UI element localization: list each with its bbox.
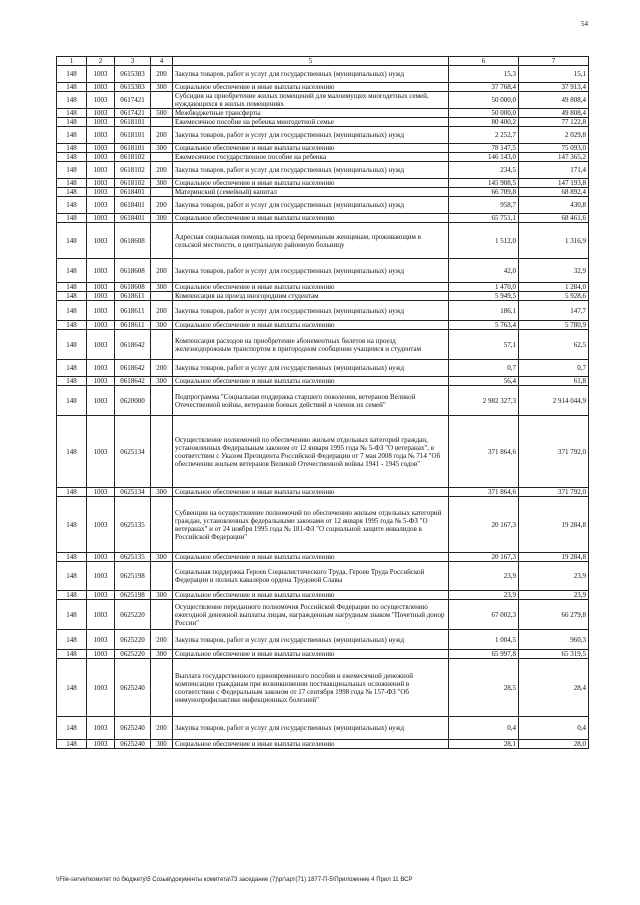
cell-target-article: 0618642 — [115, 330, 151, 360]
table-row — [57, 416, 589, 488]
cell-description: Социальное обеспечение и иные выплаты населению — [173, 83, 449, 92]
cell-target-article: 0618611 — [115, 301, 151, 321]
cell-amount-plan: 5 949,5 — [449, 292, 519, 301]
cell-amount-plan: 371 864,6 — [449, 488, 519, 497]
cell-description: Социальное обеспечение и иные выплаты населению — [173, 553, 449, 562]
table-row — [57, 127, 589, 144]
cell-amount-actual: 960,3 — [519, 630, 589, 650]
cell-target-article: 0625134 — [115, 488, 151, 497]
cell-description: Социальное обеспечение и иные выплаты населению — [173, 214, 449, 223]
cell-target-article: 0618611 — [115, 321, 151, 330]
cell-target-article: 0618642 — [115, 377, 151, 386]
cell-section-code: 1003 — [87, 292, 115, 301]
cell-amount-actual: 23,9 — [519, 562, 589, 591]
cell-expense-type — [151, 330, 173, 360]
cell-target-article: 0618611 — [115, 292, 151, 301]
cell-ministry-code: 148 — [57, 66, 87, 83]
column-header: 1 — [57, 57, 87, 66]
cell-expense-type: 300 — [151, 553, 173, 562]
cell-amount-actual: 5 928,6 — [519, 292, 589, 301]
table-row — [57, 717, 589, 740]
table-row — [57, 144, 589, 153]
cell-section-code: 1003 — [87, 109, 115, 118]
cell-amount-actual: 75 093,0 — [519, 144, 589, 153]
cell-amount-plan: 958,7 — [449, 197, 519, 214]
cell-amount-actual: 32,9 — [519, 259, 589, 283]
cell-section-code: 1003 — [87, 650, 115, 659]
cell-amount-actual: 1 316,9 — [519, 223, 589, 259]
cell-section-code: 1003 — [87, 188, 115, 197]
cell-ministry-code: 148 — [57, 83, 87, 92]
cell-amount-plan: 20 167,3 — [449, 553, 519, 562]
cell-target-article: 0618401 — [115, 188, 151, 197]
cell-target-article: 0618608 — [115, 223, 151, 259]
table-row — [57, 650, 589, 659]
cell-expense-type: 200 — [151, 360, 173, 377]
cell-expense-type: 300 — [151, 214, 173, 223]
cell-amount-plan: 28,1 — [449, 740, 519, 749]
cell-expense-type: 300 — [151, 144, 173, 153]
cell-target-article: 0618102 — [115, 153, 151, 162]
table-row — [57, 118, 589, 127]
cell-amount-actual: 371 792,0 — [519, 488, 589, 497]
cell-section-code: 1003 — [87, 214, 115, 223]
cell-description: Закупка товаров, работ и услуг для государственных (муниципальных) нужд — [173, 162, 449, 179]
table-row — [57, 497, 589, 553]
cell-amount-actual: 2 029,8 — [519, 127, 589, 144]
cell-target-article: 0618101 — [115, 127, 151, 144]
table-row — [57, 292, 589, 301]
cell-ministry-code: 148 — [57, 321, 87, 330]
table-row — [57, 659, 589, 717]
cell-target-article: 0625220 — [115, 600, 151, 630]
cell-amount-plan: 37 768,4 — [449, 83, 519, 92]
cell-ministry-code: 148 — [57, 600, 87, 630]
cell-amount-actual: 0,4 — [519, 717, 589, 740]
cell-target-article: 0625240 — [115, 740, 151, 749]
cell-description: Социальное обеспечение и иные выплаты населению — [173, 144, 449, 153]
cell-expense-type — [151, 92, 173, 109]
cell-ministry-code: 148 — [57, 127, 87, 144]
cell-amount-actual: 37 913,4 — [519, 83, 589, 92]
cell-description: Закупка товаров, работ и услуг для государственных (муниципальных) нужд — [173, 259, 449, 283]
cell-ministry-code: 148 — [57, 630, 87, 650]
cell-expense-type: 200 — [151, 717, 173, 740]
cell-target-article: 0625134 — [115, 416, 151, 488]
cell-description: Социальная поддержка Героев Социалистического Труда, Героев Труда Российской Федерации и полных кавалеров ордена Трудовой Славы — [173, 562, 449, 591]
cell-expense-type — [151, 292, 173, 301]
table-row — [57, 301, 589, 321]
cell-target-article: 0618642 — [115, 360, 151, 377]
cell-ministry-code: 148 — [57, 301, 87, 321]
cell-amount-actual: 61,8 — [519, 377, 589, 386]
cell-amount-actual: 171,4 — [519, 162, 589, 179]
cell-target-article: 0625135 — [115, 553, 151, 562]
cell-target-article: 0617421 — [115, 109, 151, 118]
cell-expense-type — [151, 659, 173, 717]
table-row — [57, 223, 589, 259]
cell-ministry-code: 148 — [57, 153, 87, 162]
cell-amount-plan: 65 751,1 — [449, 214, 519, 223]
table-row — [57, 153, 589, 162]
cell-expense-type — [151, 497, 173, 553]
cell-description: Закупка товаров, работ и услуг для государственных (муниципальных) нужд — [173, 360, 449, 377]
cell-amount-actual: 65 319,5 — [519, 650, 589, 659]
cell-description: Подпрограмма "Социальная поддержка старшего поколения, ветеранов Великой Отечественной войны, ветеранов боевых действий и членов их семей" — [173, 386, 449, 416]
cell-target-article: 0625198 — [115, 562, 151, 591]
cell-section-code: 1003 — [87, 330, 115, 360]
cell-amount-actual: 5 780,9 — [519, 321, 589, 330]
cell-description: Компенсация на проезд иногородним студентам — [173, 292, 449, 301]
table-row — [57, 197, 589, 214]
table-row — [57, 109, 589, 118]
footer-file-path: \\File-server\комитет по бюджету\5 Созыв\документы комитета\73 заседание (7)\рг\арт(71) 1877-П-5\Приложение 4 Прил 11 ВСР — [56, 877, 413, 883]
cell-section-code: 1003 — [87, 360, 115, 377]
cell-description: Закупка товаров, работ и услуг для государственных (муниципальных) нужд — [173, 630, 449, 650]
cell-section-code: 1003 — [87, 92, 115, 109]
cell-section-code: 1003 — [87, 416, 115, 488]
cell-description: Социальное обеспечение и иные выплаты населению — [173, 179, 449, 188]
cell-amount-actual: 68 892,4 — [519, 188, 589, 197]
cell-amount-plan: 5 763,4 — [449, 321, 519, 330]
cell-expense-type: 200 — [151, 66, 173, 83]
cell-expense-type — [151, 153, 173, 162]
cell-ministry-code: 148 — [57, 223, 87, 259]
cell-ministry-code: 148 — [57, 188, 87, 197]
cell-ministry-code: 148 — [57, 386, 87, 416]
cell-amount-actual: 62,5 — [519, 330, 589, 360]
column-header: 4 — [151, 57, 173, 66]
table-row — [57, 591, 589, 600]
table-row — [57, 562, 589, 591]
cell-target-article: 0618401 — [115, 197, 151, 214]
cell-amount-actual: 23,9 — [519, 591, 589, 600]
cell-expense-type: 200 — [151, 630, 173, 650]
cell-section-code: 1003 — [87, 179, 115, 188]
cell-expense-type: 300 — [151, 179, 173, 188]
cell-section-code: 1003 — [87, 488, 115, 497]
cell-ministry-code: 148 — [57, 197, 87, 214]
cell-section-code: 1003 — [87, 223, 115, 259]
cell-amount-plan: 65 997,8 — [449, 650, 519, 659]
cell-amount-plan: 23,9 — [449, 591, 519, 600]
cell-amount-actual: 77 122,8 — [519, 118, 589, 127]
cell-description: Выплата государственного единовременного пособия и ежемесячной денежной компенсации гражданам при возникновении поствакцинальных осложнений в соответствии с Федеральным законом от 17 сентября 1998 года № 157-ФЗ "Об иммунопрофилактике инфекционных болезней" — [173, 659, 449, 717]
cell-ministry-code: 148 — [57, 292, 87, 301]
cell-description: Социальное обеспечение и иные выплаты населению — [173, 321, 449, 330]
cell-section-code: 1003 — [87, 386, 115, 416]
cell-description: Межбюджетные трансферты — [173, 109, 449, 118]
cell-amount-actual: 0,7 — [519, 360, 589, 377]
cell-description: Социальное обеспечение и иные выплаты населению — [173, 740, 449, 749]
cell-expense-type — [151, 416, 173, 488]
cell-expense-type: 200 — [151, 301, 173, 321]
cell-amount-actual: 28,0 — [519, 740, 589, 749]
cell-ministry-code: 148 — [57, 283, 87, 292]
cell-target-article: 0618101 — [115, 144, 151, 153]
cell-amount-plan: 57,1 — [449, 330, 519, 360]
cell-target-article: 0625240 — [115, 659, 151, 717]
cell-amount-actual: 371 792,0 — [519, 416, 589, 488]
table-row — [57, 283, 589, 292]
cell-section-code: 1003 — [87, 321, 115, 330]
cell-expense-type — [151, 118, 173, 127]
cell-amount-actual: 15,1 — [519, 66, 589, 83]
cell-amount-actual: 49 808,4 — [519, 92, 589, 109]
cell-description: Закупка товаров, работ и услуг для государственных (муниципальных) нужд — [173, 301, 449, 321]
cell-section-code: 1003 — [87, 127, 115, 144]
cell-ministry-code: 148 — [57, 360, 87, 377]
cell-section-code: 1003 — [87, 591, 115, 600]
cell-expense-type: 300 — [151, 321, 173, 330]
cell-expense-type — [151, 223, 173, 259]
cell-expense-type: 300 — [151, 591, 173, 600]
cell-description: Социальное обеспечение и иные выплаты населению — [173, 488, 449, 497]
table-row — [57, 330, 589, 360]
cell-amount-actual: 2 914 044,9 — [519, 386, 589, 416]
cell-description: Ежемесячное пособие на ребенка многодетной семье — [173, 118, 449, 127]
cell-amount-plan: 66 709,8 — [449, 188, 519, 197]
cell-section-code: 1003 — [87, 717, 115, 740]
table-row — [57, 83, 589, 92]
cell-target-article: 0625220 — [115, 630, 151, 650]
cell-expense-type: 200 — [151, 127, 173, 144]
cell-amount-plan: 78 147,5 — [449, 144, 519, 153]
cell-description: Закупка товаров, работ и услуг для государственных (муниципальных) нужд — [173, 717, 449, 740]
table-row — [57, 179, 589, 188]
cell-ministry-code: 148 — [57, 659, 87, 717]
cell-section-code: 1003 — [87, 497, 115, 553]
cell-section-code: 1003 — [87, 562, 115, 591]
cell-expense-type — [151, 562, 173, 591]
table-row — [57, 630, 589, 650]
cell-amount-plan: 1 470,0 — [449, 283, 519, 292]
cell-ministry-code: 148 — [57, 179, 87, 188]
cell-amount-plan: 56,4 — [449, 377, 519, 386]
cell-amount-plan: 50 000,0 — [449, 109, 519, 118]
cell-amount-actual: 28,4 — [519, 659, 589, 717]
cell-description: Закупка товаров, работ и услуг для государственных (муниципальных) нужд — [173, 127, 449, 144]
cell-section-code: 1003 — [87, 197, 115, 214]
cell-description: Социальное обеспечение и иные выплаты населению — [173, 283, 449, 292]
table-row — [57, 66, 589, 83]
cell-amount-plan: 15,3 — [449, 66, 519, 83]
cell-amount-actual: 147,7 — [519, 301, 589, 321]
cell-target-article: 0618608 — [115, 259, 151, 283]
cell-amount-plan: 50 000,0 — [449, 92, 519, 109]
cell-target-article: 0618102 — [115, 162, 151, 179]
cell-section-code: 1003 — [87, 66, 115, 83]
cell-target-article: 0618102 — [115, 179, 151, 188]
cell-section-code: 1003 — [87, 283, 115, 292]
column-header: 7 — [519, 57, 589, 66]
cell-description: Материнский (семейный) капитал — [173, 188, 449, 197]
cell-section-code: 1003 — [87, 162, 115, 179]
cell-amount-actual: 66 279,8 — [519, 600, 589, 630]
cell-section-code: 1003 — [87, 118, 115, 127]
cell-amount-plan: 0,7 — [449, 360, 519, 377]
table-row — [57, 188, 589, 197]
cell-ministry-code: 148 — [57, 214, 87, 223]
cell-expense-type: 300 — [151, 83, 173, 92]
table-row — [57, 162, 589, 179]
cell-target-article: 0625198 — [115, 591, 151, 600]
cell-ministry-code: 148 — [57, 740, 87, 749]
cell-ministry-code: 148 — [57, 144, 87, 153]
cell-description: Социальное обеспечение и иные выплаты населению — [173, 591, 449, 600]
cell-description: Социальное обеспечение и иные выплаты населению — [173, 650, 449, 659]
cell-amount-actual: 430,8 — [519, 197, 589, 214]
cell-ministry-code: 148 — [57, 488, 87, 497]
cell-expense-type: 200 — [151, 162, 173, 179]
cell-ministry-code: 148 — [57, 162, 87, 179]
table-row — [57, 740, 589, 749]
cell-section-code: 1003 — [87, 600, 115, 630]
cell-amount-actual: 1 284,0 — [519, 283, 589, 292]
page-number: 54 — [581, 20, 588, 28]
table-row — [57, 386, 589, 416]
cell-target-article: 0618608 — [115, 283, 151, 292]
cell-target-article: 0620000 — [115, 386, 151, 416]
cell-ministry-code: 148 — [57, 377, 87, 386]
cell-expense-type: 300 — [151, 283, 173, 292]
cell-section-code: 1003 — [87, 259, 115, 283]
cell-section-code: 1003 — [87, 740, 115, 749]
cell-target-article: 0625220 — [115, 650, 151, 659]
cell-description: Социальное обеспечение и иные выплаты населению — [173, 377, 449, 386]
header-row — [57, 57, 589, 66]
cell-ministry-code: 148 — [57, 92, 87, 109]
cell-amount-plan: 28,5 — [449, 659, 519, 717]
table-row — [57, 377, 589, 386]
cell-expense-type: 300 — [151, 740, 173, 749]
cell-amount-plan: 67 002,3 — [449, 600, 519, 630]
cell-target-article: 0625240 — [115, 717, 151, 740]
cell-ministry-code: 148 — [57, 109, 87, 118]
column-header: 2 — [87, 57, 115, 66]
table-row — [57, 488, 589, 497]
table-body — [57, 66, 589, 749]
cell-amount-actual: 19 284,8 — [519, 553, 589, 562]
cell-description: Субсидия на приобретение жилых помещений для малоимущих многодетных семей, нуждающихся в жилых помещениях — [173, 92, 449, 109]
cell-target-article: 0615383 — [115, 83, 151, 92]
cell-amount-actual: 19 284,8 — [519, 497, 589, 553]
cell-expense-type — [151, 600, 173, 630]
cell-amount-plan: 0,4 — [449, 717, 519, 740]
cell-amount-plan: 145 908,5 — [449, 179, 519, 188]
table-row — [57, 259, 589, 283]
table-row — [57, 321, 589, 330]
cell-amount-plan: 2 252,7 — [449, 127, 519, 144]
cell-description: Адресная социальная помощь на проезд беременным женщинам, проживающим в сельской местности, в центральную районную больницу — [173, 223, 449, 259]
cell-description: Осуществление переданного полномочия Российской Федерации по осуществлению ежегодной денежной выплаты лицам, награжденным нагрудным знаком "Почетный донор России" — [173, 600, 449, 630]
cell-target-article: 0625135 — [115, 497, 151, 553]
cell-description: Закупка товаров, работ и услуг для государственных (муниципальных) нужд — [173, 66, 449, 83]
cell-ministry-code: 148 — [57, 591, 87, 600]
cell-amount-actual: 49 808,4 — [519, 109, 589, 118]
cell-expense-type: 300 — [151, 650, 173, 659]
cell-expense-type: 300 — [151, 488, 173, 497]
cell-target-article: 0615383 — [115, 66, 151, 83]
column-header: 5 — [173, 57, 449, 66]
cell-expense-type: 500 — [151, 109, 173, 118]
cell-amount-plan: 186,1 — [449, 301, 519, 321]
cell-section-code: 1003 — [87, 153, 115, 162]
cell-amount-actual: 68 461,6 — [519, 214, 589, 223]
cell-section-code: 1003 — [87, 630, 115, 650]
cell-target-article: 0618401 — [115, 214, 151, 223]
cell-amount-plan: 234,5 — [449, 162, 519, 179]
cell-expense-type — [151, 188, 173, 197]
cell-section-code: 1003 — [87, 83, 115, 92]
column-header: 6 — [449, 57, 519, 66]
cell-ministry-code: 148 — [57, 717, 87, 740]
cell-expense-type — [151, 386, 173, 416]
cell-ministry-code: 148 — [57, 562, 87, 591]
cell-ministry-code: 148 — [57, 259, 87, 283]
cell-description: Осуществление полномочий по обеспечению жильем отдельных категорий граждан, установленных Федеральным законом от 12 января 1995 года № 5-ФЗ "О ветеранах", в соответствии с Указом Президента Российской Федерации от 7 мая 2008 года № 714 "Об обеспечении жильем ветеранов Великой Отечественной войны 1941 - 1945 годов" — [173, 416, 449, 488]
cell-amount-plan: 20 167,3 — [449, 497, 519, 553]
cell-description: Субвенции на осуществление полномочий по обеспечению жильем отдельных категорий граждан, установленных федеральными законами от 12 января 1995 года № 5-ФЗ "О ветеранах" и от 24 ноября 1995 года № 181-ФЗ "О социальной защите инвалидов в Российской Федерации" — [173, 497, 449, 553]
cell-target-article: 0617421 — [115, 92, 151, 109]
cell-description: Закупка товаров, работ и услуг для государственных (муниципальных) нужд — [173, 197, 449, 214]
table-row — [57, 600, 589, 630]
budget-table — [56, 56, 589, 749]
cell-description: Ежемесячное государственное пособие на ребенка — [173, 153, 449, 162]
cell-ministry-code: 148 — [57, 118, 87, 127]
cell-section-code: 1003 — [87, 553, 115, 562]
cell-section-code: 1003 — [87, 659, 115, 717]
cell-ministry-code: 148 — [57, 497, 87, 553]
cell-ministry-code: 148 — [57, 330, 87, 360]
cell-expense-type: 300 — [151, 377, 173, 386]
cell-amount-plan: 1 004,5 — [449, 630, 519, 650]
cell-target-article: 0618101 — [115, 118, 151, 127]
table-row — [57, 214, 589, 223]
column-header: 3 — [115, 57, 151, 66]
table-row — [57, 360, 589, 377]
cell-amount-actual: 147 193,8 — [519, 179, 589, 188]
cell-amount-plan: 146 143,0 — [449, 153, 519, 162]
cell-ministry-code: 148 — [57, 650, 87, 659]
cell-amount-plan: 1 512,0 — [449, 223, 519, 259]
cell-amount-plan: 42,0 — [449, 259, 519, 283]
cell-amount-plan: 23,9 — [449, 562, 519, 591]
cell-expense-type: 200 — [151, 259, 173, 283]
cell-expense-type: 200 — [151, 197, 173, 214]
cell-section-code: 1003 — [87, 377, 115, 386]
cell-description: Компенсация расходов на приобретение абонементных билетов на проезд железнодорожным транспортом в пригородном сообщении учащимся и студентам — [173, 330, 449, 360]
cell-ministry-code: 148 — [57, 416, 87, 488]
cell-amount-plan: 80 400,2 — [449, 118, 519, 127]
cell-amount-plan: 371 864,6 — [449, 416, 519, 488]
table-row — [57, 553, 589, 562]
cell-section-code: 1003 — [87, 301, 115, 321]
cell-section-code: 1003 — [87, 144, 115, 153]
cell-ministry-code: 148 — [57, 553, 87, 562]
cell-amount-plan: 2 982 327,3 — [449, 386, 519, 416]
cell-amount-actual: 147 365,2 — [519, 153, 589, 162]
table-row — [57, 92, 589, 109]
